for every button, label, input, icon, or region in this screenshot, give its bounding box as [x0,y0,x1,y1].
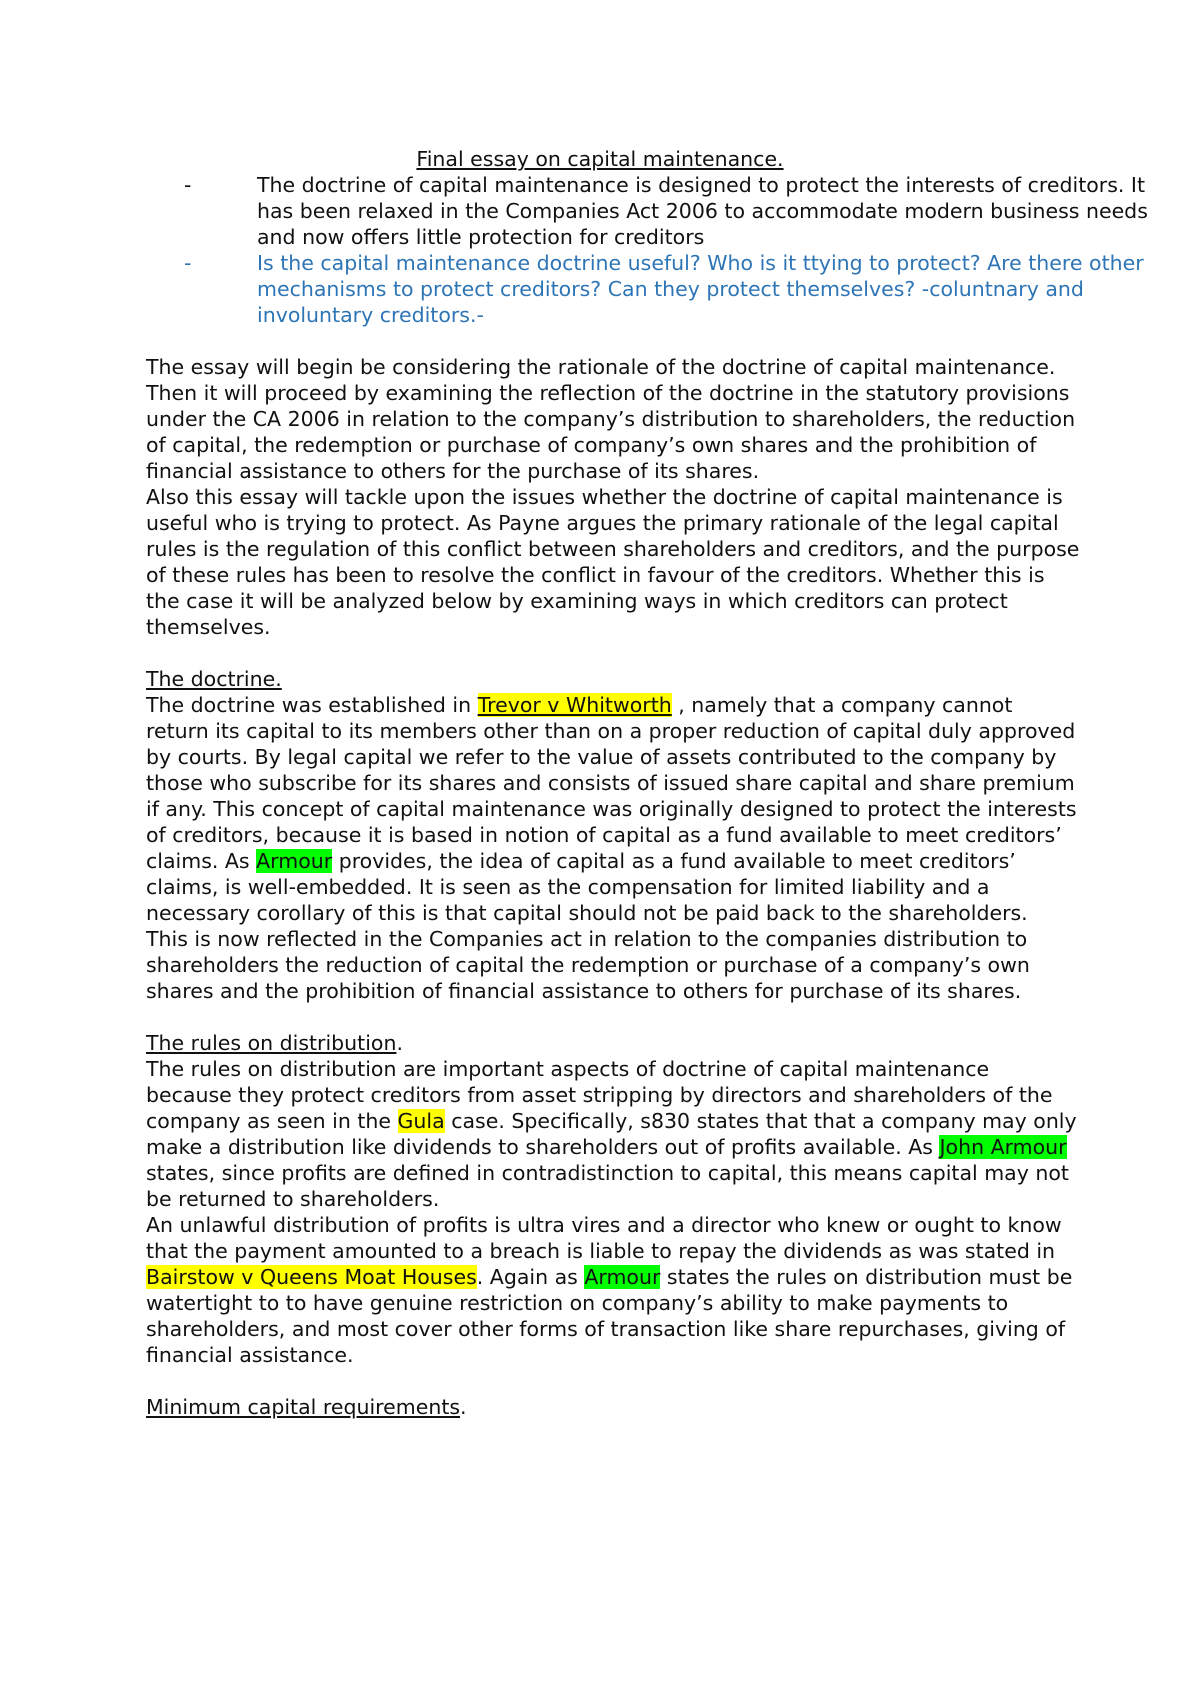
case-citation-bairstow: Bairstow v Queens Moat Houses [146,1265,477,1289]
distribution-text: states, since profits are defined in contradistinction to capital, this means capital may not be returned to shareholders. [146,1161,1069,1211]
bullet-item-questions [184,250,1157,328]
case-citation-trevor: Trevor v Whitworth [477,693,672,717]
bullet-item-thesis [184,172,1157,250]
distribution-text: . Again as [476,1265,585,1289]
bullet-text: Is the capital maintenance doctrine useful? Who is it ttying to protect? Are there other mechanisms to protect creditors? Can they protect themselves? -coluntnary and involuntary creditors.- [257,251,1144,327]
distribution-text: case. Specifically, s830 states that that a company may only make a distribution like dividends to shareholders out of profits available. As [146,1109,1077,1159]
doctrine-text: provides, the idea of capital as a fund available to meet creditors’ claims, is well-embedded. It is seen as the compensation for limited liability and a necessary corollary of this is that capital should not be paid back to the shareholders. [146,849,1028,925]
paragraph-spacer [146,328,1080,354]
section-heading-minimum-capital [146,1394,1081,1420]
doctrine-paragraph-1 [146,692,1081,926]
author-citation-armour: Armour [256,849,333,873]
paragraph-spacer [146,640,1080,666]
case-citation-gula: Gula [397,1109,445,1133]
section-heading-distribution [146,1030,1081,1056]
distribution-paragraph-1 [146,1056,1081,1212]
intro-paragraph-2: Also this essay will tackle upon the issues whether the doctrine of capital maintenance is useful who is trying to protect. As Payne argues the primary rationale of the legal capital rules is the regulation of this conflict between shareholders and creditors, and the purpose of these rules has been to resolve the conflict in favour of the creditors. Whether this is the case it will be analyzed below by examining ways in which creditors can protect themselves. [146,485,1080,639]
author-citation-armour: Armour [584,1265,661,1289]
distribution-text: An unlawful distribution of profits is ultra vires and a director who knew or ought to know that the payment amounted to a breach is liable to repay the dividends as was stated in [146,1213,1062,1263]
paragraph-spacer [146,1004,1080,1030]
heading-period: . [396,1031,403,1055]
author-citation-john-armour: John Armour [939,1135,1067,1159]
distribution-paragraph-2 [146,1212,1081,1368]
distribution-text: The rules on distribution are important aspects of doctrine of capital maintenance because they protect creditors from asset stripping by directors and shareholders of the company as seen in the [146,1057,1053,1133]
intro-paragraph-1: The essay will begin be considering the rationale of the doctrine of capital maintenance. Then it will proceed by examining the reflection of the doctrine in the statutory provisions under the CA 2006 in relation to the company’s distribution to shareholders, the reduction of capital, the redemption or purchase of company’s own shares and the prohibition of financial assistance to others for the purchase of its shares. [146,355,1076,483]
doctrine-text: The doctrine was established in [146,693,478,717]
minimum-heading-text: Minimum capital requirements [146,1395,461,1419]
bullet-dash: - [184,251,192,275]
doctrine-paragraph-2: This is now reflected in the Companies act in relation to the companies distribution to shareholders the reduction of capital the redemption or purchase of a company’s own shares and the prohibition of financial assistance to others for purchase of its shares. [146,927,1030,1003]
distribution-heading-text: The rules on distribution [146,1031,397,1055]
bullet-text: The doctrine of capital maintenance is designed to protect the interests of creditors. It has been relaxed in the Companies Act 2006 to accommodate modern business needs and now offers little protection for creditors [257,173,1148,249]
doctrine-text: , namely that a company cannot return its capital to its members other than on a proper reduction of capital duly approved by courts. By legal capital we refer to the value of assets contributed to the company by those who subscribe for its shares and consists of issued share capital and share premium if any. This concept of capital maintenance was originally designed to protect the interests of creditors, because it is based in notion of capital as a fund available to meet creditors’ claims. As [146,693,1077,873]
section-heading-doctrine [146,666,1081,692]
bullet-dash: - [184,173,192,197]
distribution-text: states the rules on distribution must be watertight to to have genuine restriction on company’s ability to make payments to shareholders, and most cover other forms of transaction like share repurchases, giving of financial assistance. [146,1265,1073,1367]
heading-period: . [460,1395,467,1419]
doctrine-heading-text: The doctrine. [146,667,282,691]
paragraph-spacer [146,1368,1080,1394]
thesis-bullet-list [146,172,1148,328]
document-title: Final essay on capital maintenance. [416,147,784,171]
